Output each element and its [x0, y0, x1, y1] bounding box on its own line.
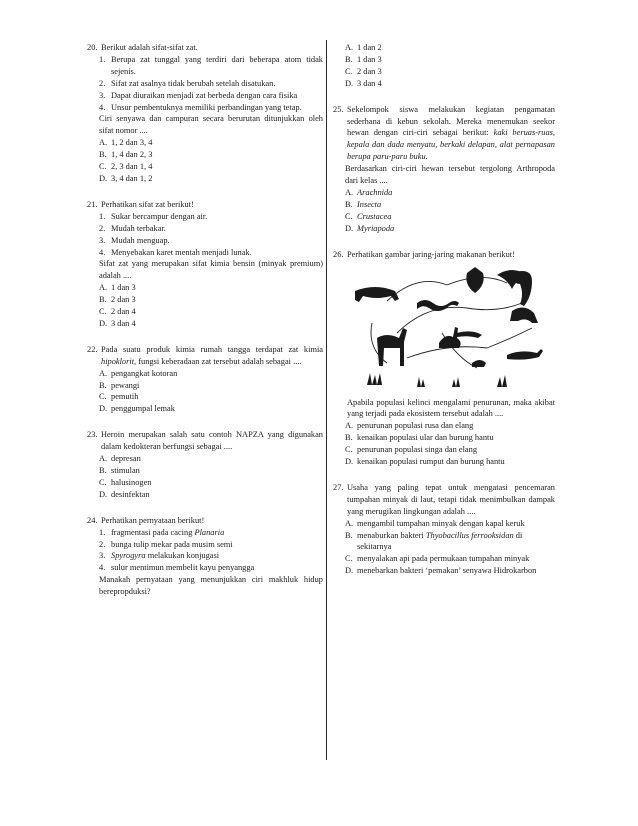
answer-option[interactable]: [333, 456, 555, 468]
statement-item: [87, 550, 323, 562]
statement-item: [87, 211, 323, 223]
question-number: 25.: [333, 104, 344, 114]
question-number: 23.: [87, 430, 98, 440]
option-letter: D.: [99, 489, 108, 499]
left-column: [87, 42, 323, 612]
item-text: Mudah terbakar.: [111, 223, 166, 233]
option-text: pemutih: [111, 392, 139, 402]
option-letter: B.: [99, 295, 107, 305]
option-text: 1 dan 2: [357, 43, 382, 52]
answer-option[interactable]: [333, 66, 555, 78]
item-number: 4.: [99, 247, 106, 257]
option-letter: B.: [99, 150, 107, 160]
statement-item: [87, 235, 323, 247]
option-letter: A.: [99, 283, 108, 293]
question-21: [87, 199, 323, 330]
item-text: bunga tulip mekar pada musim semi: [111, 539, 233, 549]
question-prompt: Sifat zat yang merupakan sifat kimia bensin (minyak premium) adalah ....: [99, 259, 323, 281]
item-number: 1.: [99, 54, 106, 64]
item-italic-term: Planaria: [194, 527, 225, 537]
item-text: Sukar bercampur dengan air.: [111, 211, 208, 221]
item-number: 2.: [99, 78, 106, 88]
option-text: 1, 2 dan 3, 4: [111, 138, 153, 148]
option-text: 2 dan 4: [111, 307, 136, 317]
option-text: desinfektan: [111, 489, 150, 499]
question-stem: [101, 344, 323, 368]
option-letter: D.: [99, 173, 108, 183]
stem-italic-term: kaki beruas-ruas, kepala dan dada menyatu, berkaki delapan, alat pernapasan berupa paru-paru buku.: [347, 128, 555, 162]
answer-option[interactable]: [333, 444, 555, 456]
statement-item: [87, 78, 323, 90]
option-letter: A.: [345, 43, 354, 52]
question-26: [333, 249, 555, 468]
food-web-illustration: [347, 263, 553, 391]
option-text: 1, 4 dan 2, 3: [111, 150, 153, 160]
statement-item: [87, 247, 323, 259]
statement-item: [87, 539, 323, 551]
item-number: 4.: [99, 563, 106, 573]
item-text: Mudah menguap.: [111, 235, 170, 245]
lizard-icon: [507, 349, 543, 360]
item-text: Unsur pembentuknya memiliki perbandingan yang tetap.: [111, 102, 302, 112]
stem-italic-term: hipoklorit: [101, 356, 135, 366]
answer-option[interactable]: [333, 54, 555, 66]
option-text: penurunan populasi singa dan elang: [357, 445, 478, 455]
option-letter: D.: [99, 318, 108, 328]
option-letter: A.: [345, 518, 354, 528]
option-letter: A.: [345, 421, 354, 431]
option-letter: C.: [345, 554, 353, 564]
answer-option[interactable]: [333, 42, 555, 54]
answer-option[interactable]: [333, 187, 555, 199]
question-stem: Perhatikan sifat zat berikut!: [101, 199, 194, 209]
answer-option[interactable]: [87, 477, 323, 489]
option-letter: A.: [99, 138, 108, 148]
option-text: menyalakan api pada permukaan tumpahan minyak: [357, 554, 530, 564]
option-letter: C.: [99, 477, 107, 487]
option-letter: B.: [99, 466, 107, 475]
item-number: 2.: [99, 223, 106, 233]
option-text: di sekitarnya: [357, 530, 523, 552]
item-number: 3.: [99, 90, 106, 100]
question-24: [87, 515, 323, 598]
option-text: pewangi: [111, 380, 140, 390]
grass-icon: [367, 373, 382, 385]
answer-option[interactable]: [333, 530, 555, 554]
question-25: [333, 104, 555, 235]
option-letter: B.: [345, 54, 353, 64]
question-number: 27.: [333, 482, 344, 492]
answer-option[interactable]: [333, 518, 555, 530]
option-letter: C.: [99, 307, 107, 317]
option-letter: C.: [99, 162, 107, 172]
monkey-icon: [514, 271, 532, 306]
answer-option[interactable]: [87, 453, 323, 465]
option-text: pengangkat kotoran: [111, 368, 178, 378]
snake-icon: [417, 300, 459, 311]
option-text: 2 dan 3: [357, 66, 382, 76]
option-text: mengambil tumpahan minyak dengan kapal keruk: [357, 518, 525, 528]
question-stem: Perhatikan gambar jaring-jaring makanan berikut!: [347, 249, 515, 259]
answer-option[interactable]: [87, 465, 323, 477]
frog-icon: [510, 307, 538, 323]
option-text: menebarkan bakteri ‘pemakan’ senyawa Hidrokarbon: [357, 566, 537, 576]
option-letter: D.: [345, 566, 354, 576]
item-number: 2.: [99, 539, 106, 549]
option-text: 3 dan 4: [357, 78, 382, 88]
question-number: 20.: [87, 43, 98, 52]
item-number: 1.: [99, 211, 106, 221]
answer-option[interactable]: [333, 553, 555, 565]
answer-option[interactable]: [333, 78, 555, 90]
option-text: Crustacea: [357, 211, 392, 221]
item-number: 4.: [99, 102, 106, 112]
option-text: stimulan: [111, 466, 140, 475]
item-text: Dapat diuraikan menjadi zat berbeda dengan cara fisika: [111, 90, 298, 100]
mouse-icon: [472, 360, 486, 367]
item-text: sulur mentimun membelit kayu penyangga: [111, 563, 255, 573]
option-letter: D.: [345, 457, 354, 467]
option-text: penurunan populasi rusa dan elang: [357, 421, 474, 431]
stem-text: Pada suatu produk kimia rumah tangga terdapat zat kimia: [101, 344, 323, 354]
item-number: 1.: [99, 527, 106, 537]
option-letter: C.: [345, 211, 353, 221]
statement-item: [87, 527, 323, 539]
option-text: 1 dan 3: [357, 54, 382, 64]
option-italic-term: Thyobacillus ferrooksidan: [425, 530, 514, 540]
question-number: 24.: [87, 515, 98, 525]
question-number: 21.: [87, 199, 98, 209]
answer-option[interactable]: [333, 211, 555, 223]
option-letter: C.: [99, 392, 107, 402]
option-text: Arachnida: [357, 187, 393, 197]
option-letter: D.: [345, 223, 354, 233]
question-20: [87, 42, 323, 185]
answer-option[interactable]: [87, 149, 323, 161]
option-text: kenaikan populasi ular dan burung hantu: [357, 433, 494, 443]
question-prompt: Manakah pernyataan yang menunjukkan ciri makhluk hidup berepropduksi?: [99, 575, 323, 597]
item-text: Berupa zat tunggal yang terdiri dari beberapa atom tidak sejenis.: [111, 54, 323, 76]
statement-item: [87, 562, 323, 574]
answer-option[interactable]: [333, 420, 555, 432]
item-text: Sifat zat asalnya tidak berubah setelah disatukan.: [111, 78, 276, 88]
option-text: 3 dan 4: [111, 318, 136, 328]
grass-icon: [497, 375, 507, 387]
item-text: fragmentasi pada cacing: [111, 527, 195, 537]
question-stem: Berikut adalah sifat-sifat zat.: [101, 43, 198, 52]
option-letter: A.: [99, 454, 108, 464]
item-number: 3.: [99, 235, 106, 245]
option-text: halusinogen: [111, 477, 152, 487]
statement-item: [87, 223, 323, 235]
statement-item: [87, 90, 323, 102]
right-column: [333, 42, 555, 591]
question-stem: [347, 104, 555, 164]
question-23: [87, 429, 323, 500]
option-letter: B.: [345, 433, 353, 443]
answer-option[interactable]: [333, 199, 555, 211]
food-web-arrows: [371, 277, 532, 368]
answer-option[interactable]: [333, 223, 555, 235]
question-number: 26.: [333, 249, 344, 259]
question-prompt: Ciri senyawa dan campuran secara berurutan ditunjukkan oleh sifat nomor ....: [99, 114, 323, 136]
question-24-options: [333, 42, 555, 90]
question-stem: Usaha yang paling tepat untuk mengatasi pencemaran tumpahan minyak di laut, tetapi tidak menimbulkan dampak yang merugikan lingkungan adalah ....: [347, 482, 555, 516]
owl-icon: [466, 267, 483, 293]
answer-option[interactable]: [87, 380, 323, 392]
statement-item: [87, 102, 323, 114]
answer-option[interactable]: [87, 294, 323, 306]
deer-icon: [377, 328, 407, 366]
option-text: menaburkan bakteri: [357, 530, 426, 540]
option-text: 2, 3 dan 1, 4: [111, 162, 153, 172]
option-letter: A.: [345, 187, 354, 197]
option-letter: B.: [345, 530, 353, 540]
rabbit-icon: [439, 327, 461, 348]
answer-option[interactable]: [87, 318, 323, 330]
answer-option[interactable]: [87, 489, 323, 501]
question-22: [87, 344, 323, 415]
statement-item: [87, 54, 323, 78]
option-letter: B.: [345, 199, 353, 209]
answer-option[interactable]: [333, 432, 555, 444]
item-italic-term: Spyrogyra: [111, 551, 146, 561]
answer-option[interactable]: [87, 161, 323, 173]
option-text: 3, 4 dan 1, 2: [111, 173, 153, 183]
option-letter: D.: [345, 78, 354, 88]
answer-option[interactable]: [87, 391, 323, 403]
answer-option[interactable]: [87, 137, 323, 149]
item-text: Menyebakan karet mentah menjadi lunak.: [111, 247, 252, 257]
answer-option[interactable]: [87, 282, 323, 294]
answer-option[interactable]: [87, 403, 323, 415]
option-text: depresan: [111, 454, 141, 464]
item-text: melakukan konjugasi: [145, 551, 220, 561]
question-prompt: Berdasarkan ciri-ciri hewan tersebut tergolong Arthropoda dari kelas ....: [345, 164, 555, 186]
grass-icon: [452, 377, 460, 387]
column-divider: [326, 40, 327, 760]
leopard-icon: [355, 287, 399, 302]
option-letter: C.: [345, 445, 353, 455]
option-letter: B.: [99, 380, 107, 390]
question-27: [333, 482, 555, 577]
option-letter: C.: [345, 66, 353, 76]
option-text: 1 dan 3: [111, 283, 136, 293]
option-text: Insecta: [357, 199, 382, 209]
option-text: kenaikan populasi rumput dan burung hantu: [357, 457, 505, 467]
question-stem: Heroin merupakan salah satu contoh NAPZA yang digunakan dalam kedokteran berfungsi sebagai ....: [101, 430, 323, 452]
question-prompt: Apabila populasi kelinci mengalami penurunan, maka akibat yang terjadi pada ekosistem tersebut adalah ....: [347, 397, 555, 419]
grasshopper-icon: [457, 331, 482, 338]
question-number: 22.: [87, 344, 98, 354]
option-text: penggumpal lemak: [111, 404, 175, 414]
answer-option[interactable]: [87, 306, 323, 318]
stem-text: Sekelompok siswa melakukan kegiatan pengamatan sederhana di kebun sekolah. Mereka menemukan seekor hewan dengan ciri-ciri sebagai berikut:: [347, 104, 555, 138]
answer-option[interactable]: [87, 173, 323, 185]
question-stem: Perhatikan pernyataan berikut!: [101, 515, 205, 525]
answer-option[interactable]: [87, 368, 323, 380]
option-text: 2 dan 3: [111, 295, 136, 305]
option-letter: D.: [99, 404, 108, 414]
answer-option[interactable]: [333, 565, 555, 577]
item-number: 3.: [99, 551, 106, 561]
option-text: Myriapoda: [357, 223, 395, 233]
stem-text: , fungsi keberadaan zat tersebut adalah sebagai ....: [134, 356, 302, 366]
option-letter: A.: [99, 368, 108, 378]
grass-icon: [417, 377, 425, 387]
